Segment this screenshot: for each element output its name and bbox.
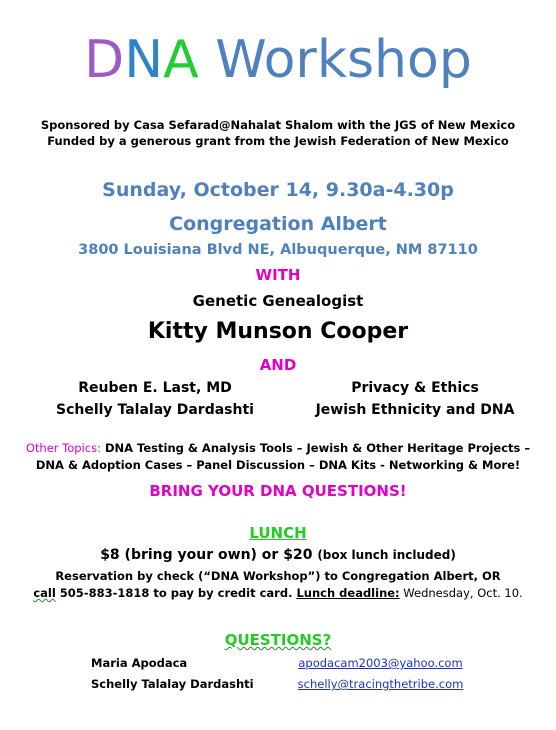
event-date-time: Sunday, October 14, 9.30a-4.30p <box>102 179 454 201</box>
speakers-left <box>40 377 270 421</box>
lunch-heading: LUNCH <box>249 524 307 542</box>
title-letter: k <box>316 30 347 90</box>
other-topics-line-1 <box>0 441 556 456</box>
other-topics-label: Other Topics: <box>25 441 101 455</box>
deadline-label: Lunch deadline: <box>296 586 400 600</box>
flyer-title <box>0 30 556 90</box>
title-letter: s <box>346 30 375 90</box>
event-address: 3800 Louisiana Blvd NE, Albuquerque, NM 87110 <box>78 242 478 258</box>
speaker-left-1: Reuben E. Last, MD <box>78 380 232 396</box>
keynote-speaker: Kitty Munson Cooper <box>147 319 409 344</box>
call-word: call <box>33 586 56 600</box>
title-letter: A <box>163 30 199 90</box>
speaker-left-2: Schelly Talalay Dardashti <box>56 402 254 418</box>
contact-names <box>91 653 254 695</box>
topic-right-1: Privacy & Ethics <box>351 380 479 396</box>
title-letter: o <box>263 30 296 90</box>
title-letter: N <box>124 30 164 90</box>
with-label: WITH <box>255 266 301 284</box>
questions-heading: QUESTIONS? <box>224 631 332 649</box>
and-label: AND <box>259 356 297 374</box>
sponsor-line-1: Sponsored by Casa Sefarad@Nahalat Shalom with the JGS of New Mexico <box>40 118 516 132</box>
contact-email-1[interactable]: apodacam2003@yahoo.com <box>298 656 463 670</box>
lunch-price <box>0 545 556 565</box>
contact-name-2: Schelly Talalay Dardashti <box>91 677 254 691</box>
contact-emails <box>288 653 473 695</box>
lunch-price-a: $8 (bring your own) or $20 <box>100 547 318 563</box>
lunch-price-b: (box lunch included) <box>317 548 456 562</box>
event-venue: Congregation Albert <box>169 213 387 235</box>
phone-line <box>0 586 556 601</box>
speaker-role: Genetic Genealogist <box>192 292 364 310</box>
bring-questions: BRING YOUR DNA QUESTIONS! <box>149 482 407 500</box>
contact-name-1: Maria Apodaca <box>91 656 188 670</box>
sponsor-line-2: Funded by a generous grant from the Jewish Federation of New Mexico <box>47 134 509 148</box>
title-letter: D <box>84 30 125 90</box>
title-letter: W <box>215 30 264 90</box>
phone-text: 505-883-1818 to pay by credit card. <box>55 586 297 600</box>
title-letter <box>199 30 216 90</box>
speakers-right <box>300 377 530 421</box>
topic-right-2: Jewish Ethnicity and DNA <box>315 402 515 418</box>
other-topics-line-2: DNA & Adoption Cases – Panel Discussion – DNA Kits - Networking & More! <box>35 458 521 472</box>
deadline-value: Wednesday, Oct. 10. <box>399 586 523 600</box>
title-letter: p <box>438 30 472 90</box>
reservation-line: Reservation by check (“DNA Workshop”) to Congregation Albert, OR <box>55 569 501 583</box>
title-letter: h <box>374 30 407 90</box>
title-letter: o <box>407 30 439 90</box>
other-topics-text-1: DNA Testing & Analysis Tools – Jewish & Other Heritage Projects – <box>104 441 531 455</box>
title-letter: r <box>295 30 317 90</box>
contact-email-2[interactable]: schelly@tracingthetribe.com <box>297 677 464 691</box>
